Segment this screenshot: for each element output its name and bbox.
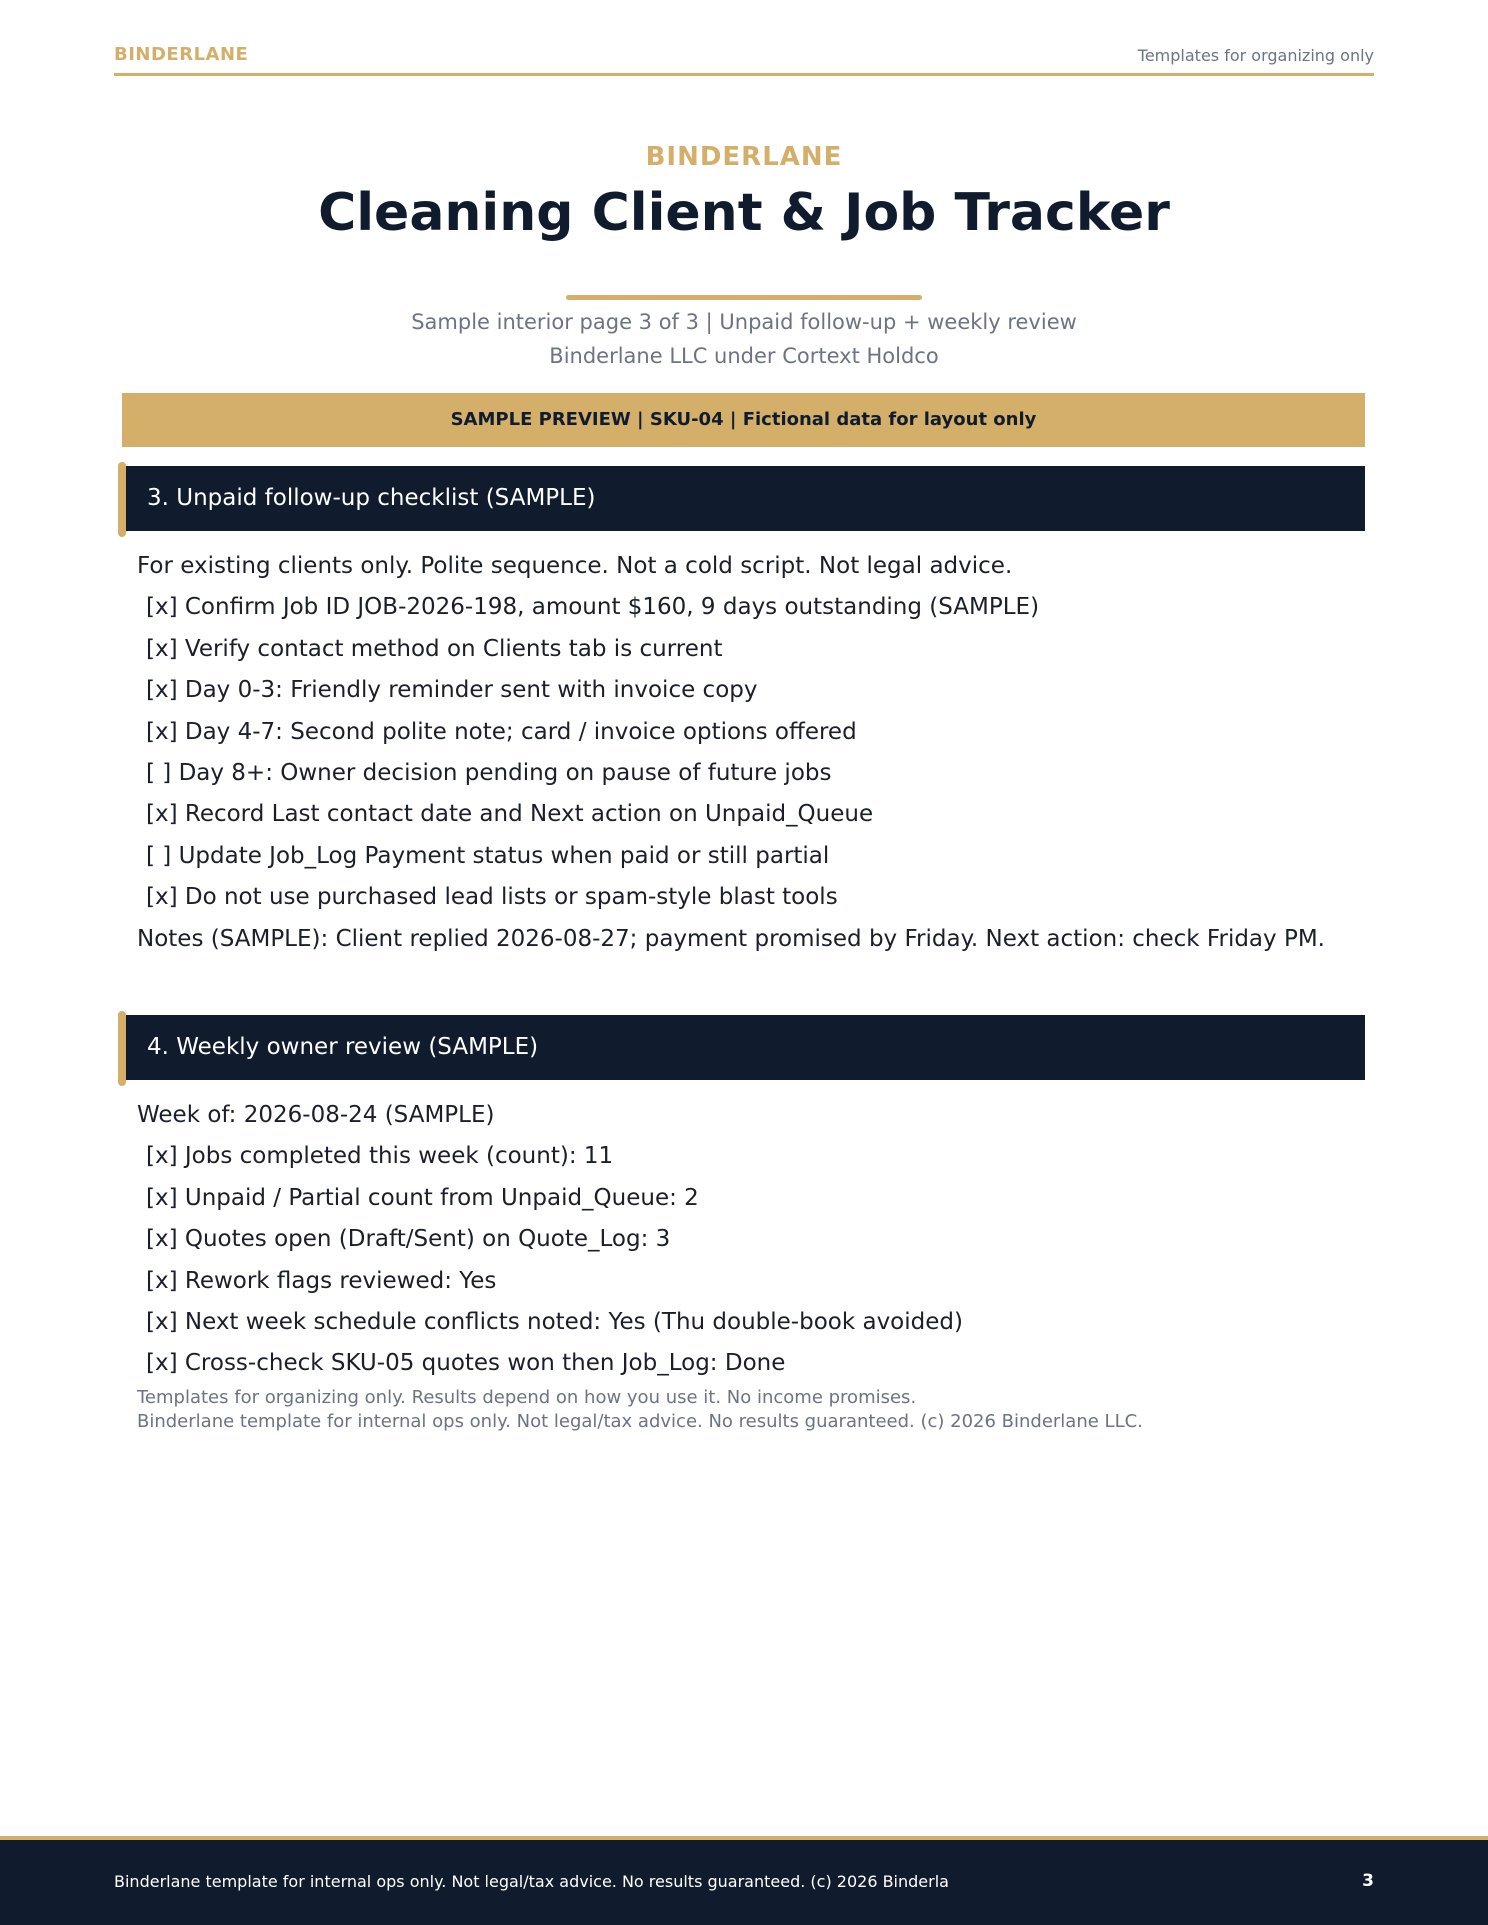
checklist-item: [x] Record Last contact date and Next action on Unpaid_Queue	[146, 801, 874, 828]
section-3-notes: Notes (SAMPLE): Client replied 2026-08-27; payment promised by Friday. Next action: check Friday PM.	[137, 925, 1325, 952]
checklist-item: [x] Confirm Job ID JOB-2026-198, amount $160, 9 days outstanding (SAMPLE)	[146, 594, 1040, 621]
checklist-item: [ ] Day 8+: Owner decision pending on pause of future jobs	[146, 759, 832, 786]
checklist-item: [ ] Update Job_Log Payment status when paid or still partial	[146, 842, 830, 869]
page-footer	[0, 1836, 1488, 1925]
disclaimer-line-1: Templates for organizing only. Results depend on how you use it. No income promises.	[137, 1386, 917, 1408]
subtitle-line-1: Sample interior page 3 of 3 | Unpaid follow-up + weekly review	[411, 310, 1077, 334]
footer-text: Binderlane template for internal ops only. Not legal/tax advice. No results guaranteed. (c) 2026 Binderla	[114, 1872, 949, 1891]
review-item: [x] Jobs completed this week (count): 11	[146, 1143, 614, 1170]
checklist-item: [x] Day 4-7: Second polite note; card / invoice options offered	[146, 718, 857, 745]
running-header-tagline: Templates for organizing only	[1137, 46, 1374, 65]
review-item: [x] Rework flags reviewed: Yes	[146, 1267, 497, 1294]
review-item: [x] Cross-check SKU-05 quotes won then Job_Log: Done	[146, 1350, 786, 1377]
checklist-item: [x] Do not use purchased lead lists or spam-style blast tools	[146, 884, 838, 911]
disclaimer-line-2: Binderlane template for internal ops only. Not legal/tax advice. No results guaranteed. (c) 2026 Binderlane LLC.	[137, 1410, 1143, 1432]
subtitle	[0, 305, 1488, 373]
brand-name: BINDERLANE	[645, 142, 843, 172]
checklist-item: [x] Verify contact method on Clients tab is current	[146, 635, 723, 662]
section-4-heading: 4. Weekly owner review (SAMPLE)	[126, 1015, 1365, 1080]
page-title: Cleaning Client & Job Tracker	[318, 183, 1170, 243]
section-3-heading: 3. Unpaid follow-up checklist (SAMPLE)	[126, 466, 1365, 531]
review-item: [x] Unpaid / Partial count from Unpaid_Queue: 2	[146, 1184, 699, 1211]
section-3-accent-bar	[118, 462, 126, 537]
review-item: [x] Quotes open (Draft/Sent) on Quote_Log: 3	[146, 1226, 671, 1253]
review-item: [x] Next week schedule conflicts noted: Yes (Thu double-book avoided)	[146, 1308, 963, 1335]
week-of-line: Week of: 2026-08-24 (SAMPLE)	[137, 1102, 495, 1128]
subtitle-line-2: Binderlane LLC under Cortext Holdco	[549, 344, 939, 368]
section-4-accent-bar	[118, 1011, 126, 1086]
page-number: 3	[1362, 1871, 1374, 1891]
running-header	[114, 44, 1374, 76]
section-3-body	[137, 551, 1367, 955]
title-divider	[566, 295, 922, 300]
section-3-intro: For existing clients only. Polite sequence. Not a cold script. Not legal advice.	[137, 553, 1013, 579]
running-header-brand: BINDERLANE	[114, 44, 249, 65]
checklist-item: [x] Day 0-3: Friendly reminder sent with invoice copy	[146, 677, 758, 704]
section-4-body	[137, 1100, 1367, 1434]
title-block	[0, 140, 1488, 246]
sample-preview-banner: SAMPLE PREVIEW | SKU-04 | Fictional data for layout only	[122, 393, 1365, 447]
